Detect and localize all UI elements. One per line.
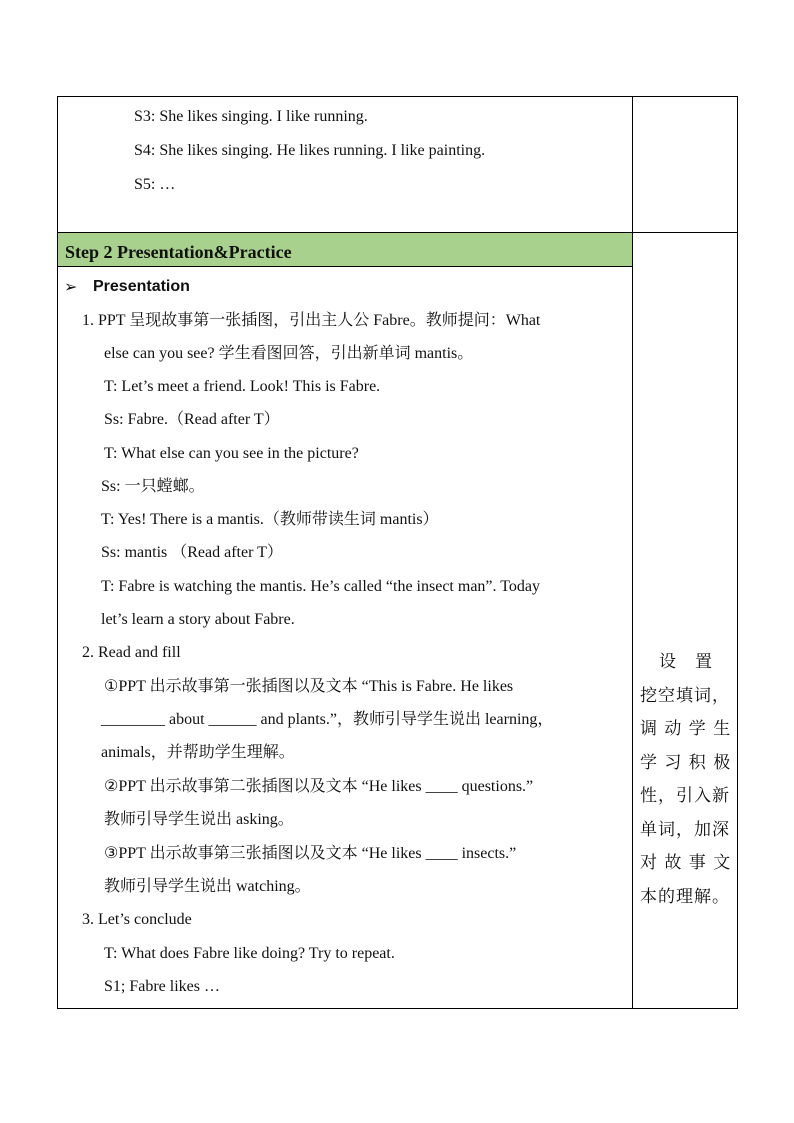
body-line: ②PPT 出示故事第二张插图以及文本 “He likes ____ questions.” xyxy=(104,778,534,795)
dialogue-line-s4: S4: She likes singing. He likes running. I like painting. xyxy=(134,142,486,159)
body-line: ③PPT 出示故事第三张插图以及文本 “He likes ____ insects.” xyxy=(104,845,517,862)
body-line: Ss: Fabre.（Read after T） xyxy=(104,411,280,428)
body-line: ________ about ______ and plants.”，教师引导学生说出 learning， xyxy=(101,711,554,728)
body-line: ①PPT 出示故事第一张插图以及文本 “This is Fabre. He likes xyxy=(104,678,514,695)
body-line: else can you see? 学生看图回答，引出新单词 mantis。 xyxy=(104,345,474,362)
body-line: T: Let’s meet a friend. Look! This is Fabre. xyxy=(104,378,381,395)
dialogue-line-s3: S3: She likes singing. I like running. xyxy=(134,108,368,125)
body-line: 3. Let’s conclude xyxy=(82,911,192,928)
table-border-bottom xyxy=(57,1008,738,1009)
note-line: 性，引入新 xyxy=(640,786,730,806)
note-line: 学 习 积 极 xyxy=(640,752,732,773)
step-header-bottom-border xyxy=(57,266,633,267)
note-line: 对 故 事 文 xyxy=(640,853,732,873)
body-line: T: Yes! There is a mantis.（教师带读生词 mantis） xyxy=(101,511,439,528)
presentation-subheading: Presentation xyxy=(93,278,190,295)
body-line: animals，并帮助学生理解。 xyxy=(101,744,295,761)
design-intent-note xyxy=(640,646,732,914)
body-line: 教师引导学生说出 watching。 xyxy=(104,878,311,895)
note-line: 设 置 xyxy=(659,652,713,672)
dialogue-line-s5: S5: … xyxy=(134,176,176,193)
body-line: T: What else can you see in the picture? xyxy=(104,445,359,462)
body-line: 1. PPT 呈现故事第一张插图，引出主人公 Fabre。教师提问：What xyxy=(82,312,541,329)
body-line: Ss: 一只螳螂。 xyxy=(101,478,205,495)
body-line: S1; Fabre likes … xyxy=(104,978,220,995)
note-line: 单词，加深 xyxy=(640,819,730,840)
note-line: 调 动 学 生 xyxy=(640,719,732,739)
body-line: 教师引导学生说出 asking。 xyxy=(104,811,294,828)
body-line: T: What does Fabre like doing? Try to repeat. xyxy=(104,945,395,962)
step-title: Step 2 Presentation&Practice xyxy=(65,242,292,262)
body-line: T: Fabre is watching the mantis. He’s called “the insect man”. Today xyxy=(101,578,540,595)
body-line: 2. Read and fill xyxy=(82,644,181,661)
table-border-top xyxy=(57,96,738,97)
body-line: Ss: mantis （Read after T） xyxy=(101,544,283,561)
arrow-bullet-icon: ➢ xyxy=(64,277,78,296)
note-line: 本的理解。 xyxy=(640,886,730,907)
note-line: 挖空填词， xyxy=(640,685,730,706)
body-line: let’s learn a story about Fabre. xyxy=(101,611,295,628)
